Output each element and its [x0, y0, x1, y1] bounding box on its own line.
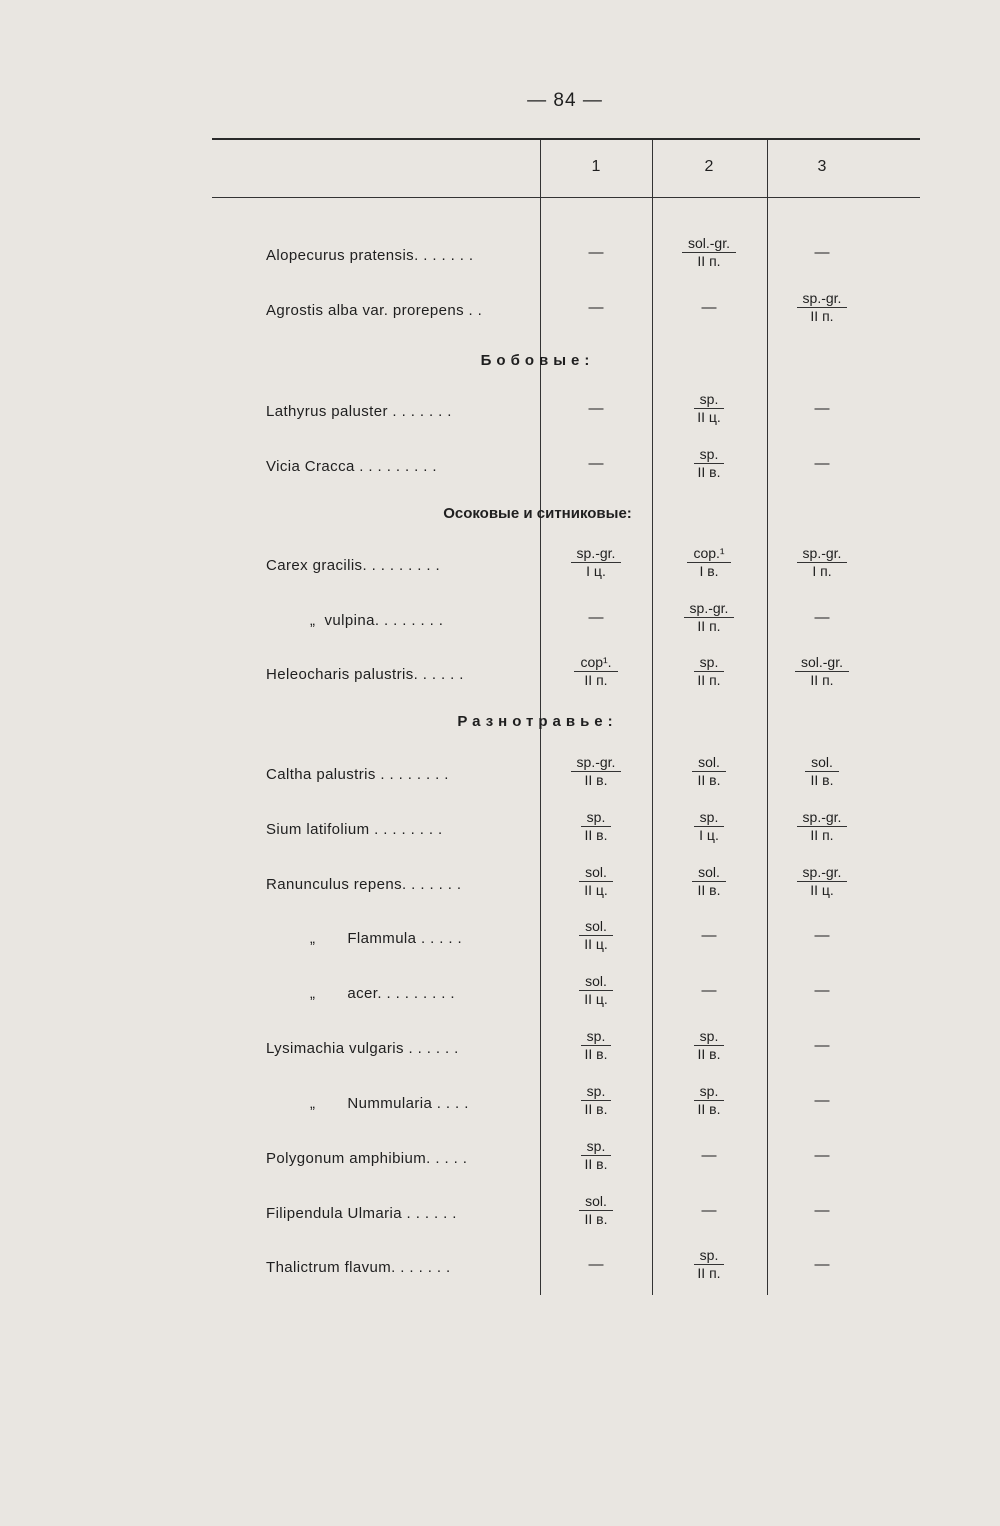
cell-phase: I в.: [699, 563, 719, 579]
table-cell: [654, 446, 764, 481]
species-name: Thalictrum flavum. . . . . . .: [266, 1259, 451, 1276]
table-cell: [654, 1028, 764, 1063]
cell-abundance: sp.: [694, 1028, 725, 1046]
cell-abundance: sp.: [581, 809, 612, 827]
cell-abundance: sp.-gr.: [571, 754, 622, 772]
species-name: „ Nummularia . . . .: [310, 1095, 469, 1112]
table-cell: [654, 864, 764, 899]
table-cell-dash: —: [814, 244, 830, 261]
table-cell: [767, 654, 877, 689]
species-name: Carex gracilis. . . . . . . . .: [266, 557, 441, 574]
cell-phase: II в.: [584, 1211, 608, 1227]
cell-phase: II в.: [584, 1156, 608, 1172]
table-cell-dash: —: [814, 400, 830, 417]
table-cell: [541, 754, 651, 789]
table-cell: [541, 973, 651, 1008]
species-name: „ acer. . . . . . . . .: [310, 985, 455, 1002]
cell-phase: II ц.: [584, 882, 608, 898]
cell-abundance: sp.: [694, 1083, 725, 1101]
table-cell: [654, 235, 764, 270]
cell-abundance: sp.-gr.: [571, 545, 622, 563]
page-number: — 84 —: [527, 90, 603, 111]
species-name: Agrostis alba var. prorepens . .: [266, 302, 483, 319]
table-cell: [654, 391, 764, 426]
table-cell: [767, 809, 877, 844]
table-cell-dash: —: [588, 609, 604, 626]
cell-phase: II в.: [810, 772, 834, 788]
table-cell: [767, 864, 877, 899]
cell-abundance: sp.: [694, 1247, 725, 1265]
table-cell-dash: —: [701, 1147, 717, 1164]
table-cell: [654, 545, 764, 580]
table-cell: [541, 918, 651, 953]
cell-abundance: sp.-gr.: [797, 809, 848, 827]
cell-phase: II в.: [697, 464, 721, 480]
species-name: „ Flammula . . . . .: [310, 930, 463, 947]
table-cell-dash: —: [701, 299, 717, 316]
cell-phase: II ц.: [584, 936, 608, 952]
column-header-3: 3: [817, 158, 827, 175]
table-cell: [767, 290, 877, 325]
cell-abundance: cop¹.: [574, 654, 617, 672]
cell-phase: II п.: [697, 253, 721, 269]
species-name: Heleocharis palustris. . . . . .: [266, 666, 464, 683]
cell-phase: II п.: [697, 618, 721, 634]
cell-abundance: sp.-gr.: [797, 545, 848, 563]
table-cell-dash: —: [814, 455, 830, 472]
table-cell: [654, 600, 764, 635]
table-cell-dash: —: [701, 927, 717, 944]
table-cell-dash: —: [814, 982, 830, 999]
table-cell: [767, 545, 877, 580]
table-cell-dash: —: [588, 455, 604, 472]
table-cell-dash: —: [701, 1202, 717, 1219]
species-name: Sium latifolium . . . . . . . .: [266, 821, 443, 838]
table-cell: [541, 809, 651, 844]
table-cell: [654, 654, 764, 689]
table-cell: [541, 545, 651, 580]
table-cell-dash: —: [814, 1147, 830, 1164]
cell-abundance: sol.-gr.: [682, 235, 736, 253]
table-cell: [541, 1138, 651, 1173]
cell-abundance: sol.: [692, 864, 726, 882]
table-cell: [541, 654, 651, 689]
cell-phase: II п.: [810, 672, 834, 688]
cell-abundance: sp.: [694, 391, 725, 409]
table-cell: [654, 809, 764, 844]
cell-abundance: sol.: [805, 754, 839, 772]
species-name: Alopecurus pratensis. . . . . . .: [266, 247, 474, 264]
table-cell: [654, 754, 764, 789]
cell-phase: II в.: [697, 1046, 721, 1062]
cell-phase: II п.: [584, 672, 608, 688]
cell-phase: I п.: [812, 563, 832, 579]
cell-phase: I ц.: [699, 827, 719, 843]
cell-phase: II в.: [697, 772, 721, 788]
cell-phase: II в.: [584, 827, 608, 843]
table-cell: [654, 1247, 764, 1282]
table-cell-dash: —: [588, 299, 604, 316]
species-name: Lysimachia vulgaris . . . . . .: [266, 1040, 459, 1057]
cell-abundance: sp.-gr.: [684, 600, 735, 618]
cell-phase: II в.: [584, 772, 608, 788]
table-header-rule: [212, 197, 920, 198]
section-heading: Осоковые и ситниковые:: [443, 505, 632, 522]
cell-abundance: sp.-gr.: [797, 290, 848, 308]
cell-abundance: sp.: [581, 1138, 612, 1156]
cell-phase: I ц.: [586, 563, 606, 579]
cell-phase: II в.: [697, 1101, 721, 1117]
column-header-2: 2: [704, 158, 714, 175]
cell-phase: II п.: [810, 308, 834, 324]
cell-phase: II ц.: [584, 991, 608, 1007]
cell-abundance: sol.-gr.: [795, 654, 849, 672]
species-name: „ vulpina. . . . . . . .: [310, 612, 444, 629]
cell-phase: II ц.: [697, 409, 721, 425]
cell-phase: II п.: [697, 1265, 721, 1281]
cell-abundance: sp.-gr.: [797, 864, 848, 882]
cell-abundance: sol.: [579, 918, 613, 936]
table-cell: [541, 1193, 651, 1228]
cell-abundance: sp.: [581, 1028, 612, 1046]
species-name: Lathyrus paluster . . . . . . .: [266, 403, 452, 420]
cell-abundance: sol.: [579, 1193, 613, 1211]
table-cell-dash: —: [814, 609, 830, 626]
table-cell: [767, 754, 877, 789]
species-name: Caltha palustris . . . . . . . .: [266, 766, 449, 783]
table-cell-dash: —: [814, 927, 830, 944]
table-cell-dash: —: [701, 982, 717, 999]
cell-phase: II в.: [584, 1101, 608, 1117]
cell-abundance: cop.¹: [687, 545, 730, 563]
table-cell: [541, 1028, 651, 1063]
cell-abundance: sol.: [579, 973, 613, 991]
column-header-1: 1: [591, 158, 601, 175]
table-cell-dash: —: [814, 1037, 830, 1054]
cell-abundance: sol.: [692, 754, 726, 772]
cell-phase: II в.: [697, 882, 721, 898]
table-cell-dash: —: [588, 244, 604, 261]
cell-phase: II в.: [584, 1046, 608, 1062]
cell-abundance: sp.: [694, 809, 725, 827]
cell-phase: II п.: [810, 827, 834, 843]
section-heading: Разнотравье:: [457, 713, 618, 730]
table-cell: [541, 864, 651, 899]
species-name: Polygonum amphibium. . . . .: [266, 1150, 468, 1167]
table-cell: [654, 1083, 764, 1118]
cell-abundance: sp.: [694, 654, 725, 672]
table-cell-dash: —: [588, 1256, 604, 1273]
cell-phase: II ц.: [810, 882, 834, 898]
section-heading: Бобовые:: [480, 352, 595, 369]
table-top-rule: [212, 138, 920, 140]
cell-phase: II п.: [697, 672, 721, 688]
cell-abundance: sol.: [579, 864, 613, 882]
table-cell-dash: —: [588, 400, 604, 417]
table-cell-dash: —: [814, 1256, 830, 1273]
species-name: Vicia Cracca . . . . . . . . .: [266, 458, 437, 475]
table-cell-dash: —: [814, 1092, 830, 1109]
table-cell: [541, 1083, 651, 1118]
species-name: Filipendula Ulmaria . . . . . .: [266, 1205, 457, 1222]
species-name: Ranunculus repens. . . . . . .: [266, 876, 462, 893]
cell-abundance: sp.: [694, 446, 725, 464]
cell-abundance: sp.: [581, 1083, 612, 1101]
table-cell-dash: —: [814, 1202, 830, 1219]
